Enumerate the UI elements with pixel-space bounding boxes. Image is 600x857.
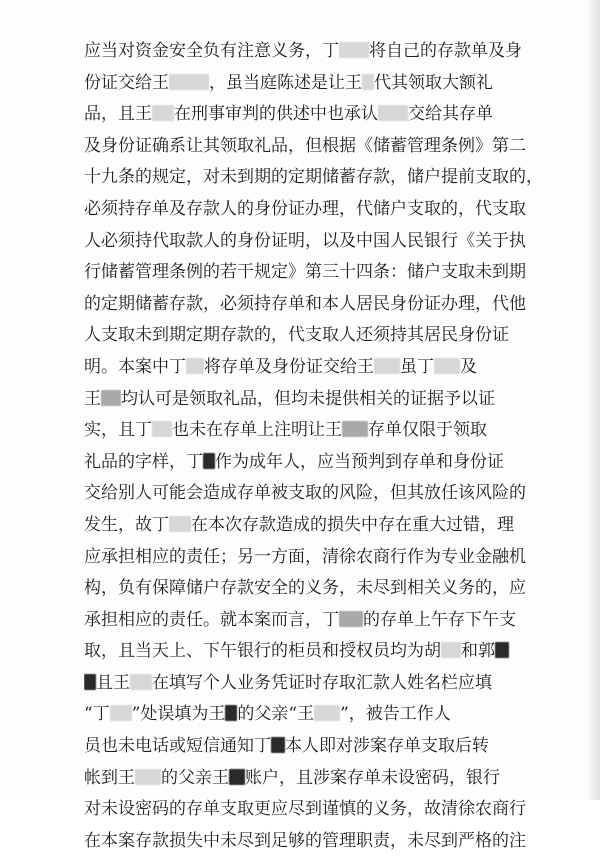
text-segment: 实，且丁: [84, 420, 152, 441]
redaction-mask: [169, 516, 191, 532]
text-segment: 在刑事审判的供述中也承认: [174, 104, 378, 125]
text-segment: 本人即对涉案存单支取后转: [285, 736, 489, 757]
text-segment: 行储蓄管理条例的若干规定》第三十四条：储户支取未到期: [84, 262, 526, 283]
text-segment: 礼品的字样，丁: [84, 451, 203, 472]
text-segment: 虽丁: [400, 356, 434, 377]
redaction-mask: [362, 74, 374, 90]
redaction-mask: [101, 390, 121, 406]
text-line: [84, 289, 564, 321]
text-segment: 的存单上午存下午支: [363, 609, 516, 630]
text-line: [84, 320, 564, 352]
text-segment: 及: [460, 356, 477, 377]
text-segment: 及身份证确系让其领取礼品，但根据《储蓄管理条例》第二: [84, 135, 526, 156]
text-segment: ”处误填为王: [131, 704, 226, 725]
redaction-mask: [339, 611, 363, 627]
redaction-mask: [271, 737, 285, 753]
text-line: [84, 226, 564, 258]
text-segment: 的定期储蓄存款，必须持存单和本人居民身份证办理，代他: [84, 293, 526, 314]
text-segment: 将存单及身份证交给王: [204, 356, 374, 377]
page-edge-shadow: [586, 0, 600, 800]
text-segment: 交给别人可能会造成存单被支取的风险，但其放任该风险的: [84, 483, 526, 504]
text-segment: 十九条的规定，对未到期的定期储蓄存款，储户提前支取的，: [84, 167, 543, 188]
text-line: [84, 826, 564, 857]
text-line: [84, 131, 564, 163]
text-segment: 交给其存单: [408, 104, 493, 125]
text-segment: 的父亲“王: [237, 704, 315, 725]
text-segment: 人必须持代取款人的身份证明，以及中国人民银行《关于执: [84, 230, 526, 251]
text-line: [84, 668, 564, 700]
redaction-mask: [225, 705, 237, 721]
document-body-text: [84, 36, 564, 857]
text-segment: 在填写个人业务凭证时存取汇款人姓名栏应填: [152, 672, 492, 693]
text-line: [84, 36, 564, 68]
text-line: [84, 447, 564, 479]
text-segment: 应承担相应的责任；另一方面，清徐农商行作为专业金融机: [84, 546, 526, 567]
text-line: [84, 794, 564, 826]
text-segment: 对未设密码的存单支取更应尽到谨慎的义务，故清徐农商行: [84, 799, 526, 820]
text-segment: 人支取未到期定期存款的，代支取人还须持其居民身份证: [84, 325, 509, 346]
text-line: [84, 731, 564, 763]
text-segment: 代其领取大额礼: [374, 72, 493, 93]
text-line: [84, 636, 564, 668]
text-line: [84, 99, 564, 131]
text-segment: 和郭: [461, 641, 495, 662]
text-segment: 也未在存单上注明让王: [172, 420, 342, 441]
text-segment: 的父亲王: [161, 767, 229, 788]
redaction-mask: [495, 642, 509, 658]
text-line: [84, 352, 564, 384]
text-line: [84, 384, 564, 416]
text-segment: 发生，故丁: [84, 514, 169, 535]
text-segment: 员也未电话或短信通知丁: [84, 736, 271, 757]
text-segment: “丁: [84, 704, 110, 725]
redaction-mask: [339, 42, 369, 58]
text-segment: 应当对资金安全负有注意义务，丁: [84, 41, 339, 61]
redaction-mask: [152, 105, 174, 121]
redaction-mask: [434, 358, 460, 374]
redaction-mask: [84, 674, 96, 690]
redaction-mask: [186, 358, 204, 374]
text-line: [84, 542, 564, 574]
text-line: [84, 257, 564, 289]
text-segment: ”，被告工作人: [340, 704, 451, 725]
text-segment: 在本案存款损失中未尽到足够的管理职责，未尽到严格的注: [84, 830, 526, 851]
text-segment: 品，且王: [84, 104, 152, 125]
text-line: [84, 162, 564, 194]
redaction-mask: [378, 105, 408, 121]
text-segment: 明。本案中丁: [84, 356, 186, 377]
text-segment: 取，且当天上、下午银行的柜员和授权员均为胡: [84, 641, 441, 662]
text-segment: 均认可是领取礼品，但均未提供相关的证据予以证: [121, 388, 495, 409]
redaction-mask: [229, 769, 245, 785]
text-segment: 份证交给王: [84, 72, 169, 93]
redaction-mask: [130, 674, 152, 690]
text-segment: 帐到王: [84, 767, 135, 788]
redaction-mask: [135, 769, 161, 785]
text-segment: 存单仅限于领取: [368, 420, 487, 441]
redaction-mask: [169, 74, 209, 90]
text-segment: 在本次存款造成的损失中存在重大过错，理: [191, 514, 514, 535]
text-segment: 且王: [96, 672, 130, 693]
redaction-mask: [314, 705, 340, 721]
text-segment: 账户，且涉案存单未设密码，银行: [245, 767, 500, 788]
text-line: [84, 573, 564, 605]
text-segment: 构，负有保障储户存款安全的义务，未尽到相关义务的，应: [84, 578, 526, 599]
text-segment: 必须持存单及存款人的身份证办理，代储户支取的，代支取: [84, 198, 526, 219]
redaction-mask: [110, 705, 132, 721]
redaction-mask: [203, 453, 215, 469]
text-segment: 作为成年人，应当预判到存单和身份证: [215, 451, 504, 472]
text-segment: ，虽当庭陈述是让王: [209, 72, 362, 93]
text-segment: 承担相应的责任。就本案而言，丁: [84, 609, 339, 630]
text-segment: 王: [84, 388, 101, 409]
text-segment: 将自己的存款单及身: [369, 41, 522, 61]
text-line: [84, 763, 564, 795]
text-line: [84, 510, 564, 542]
redaction-mask: [374, 358, 400, 374]
text-line: [84, 605, 564, 637]
redaction-mask: [152, 421, 172, 437]
text-line: [84, 194, 564, 226]
text-line: [84, 699, 564, 731]
text-line: [84, 478, 564, 510]
text-line: [84, 415, 564, 447]
redaction-mask: [342, 421, 368, 437]
redaction-mask: [441, 642, 461, 658]
text-line: [84, 68, 564, 100]
